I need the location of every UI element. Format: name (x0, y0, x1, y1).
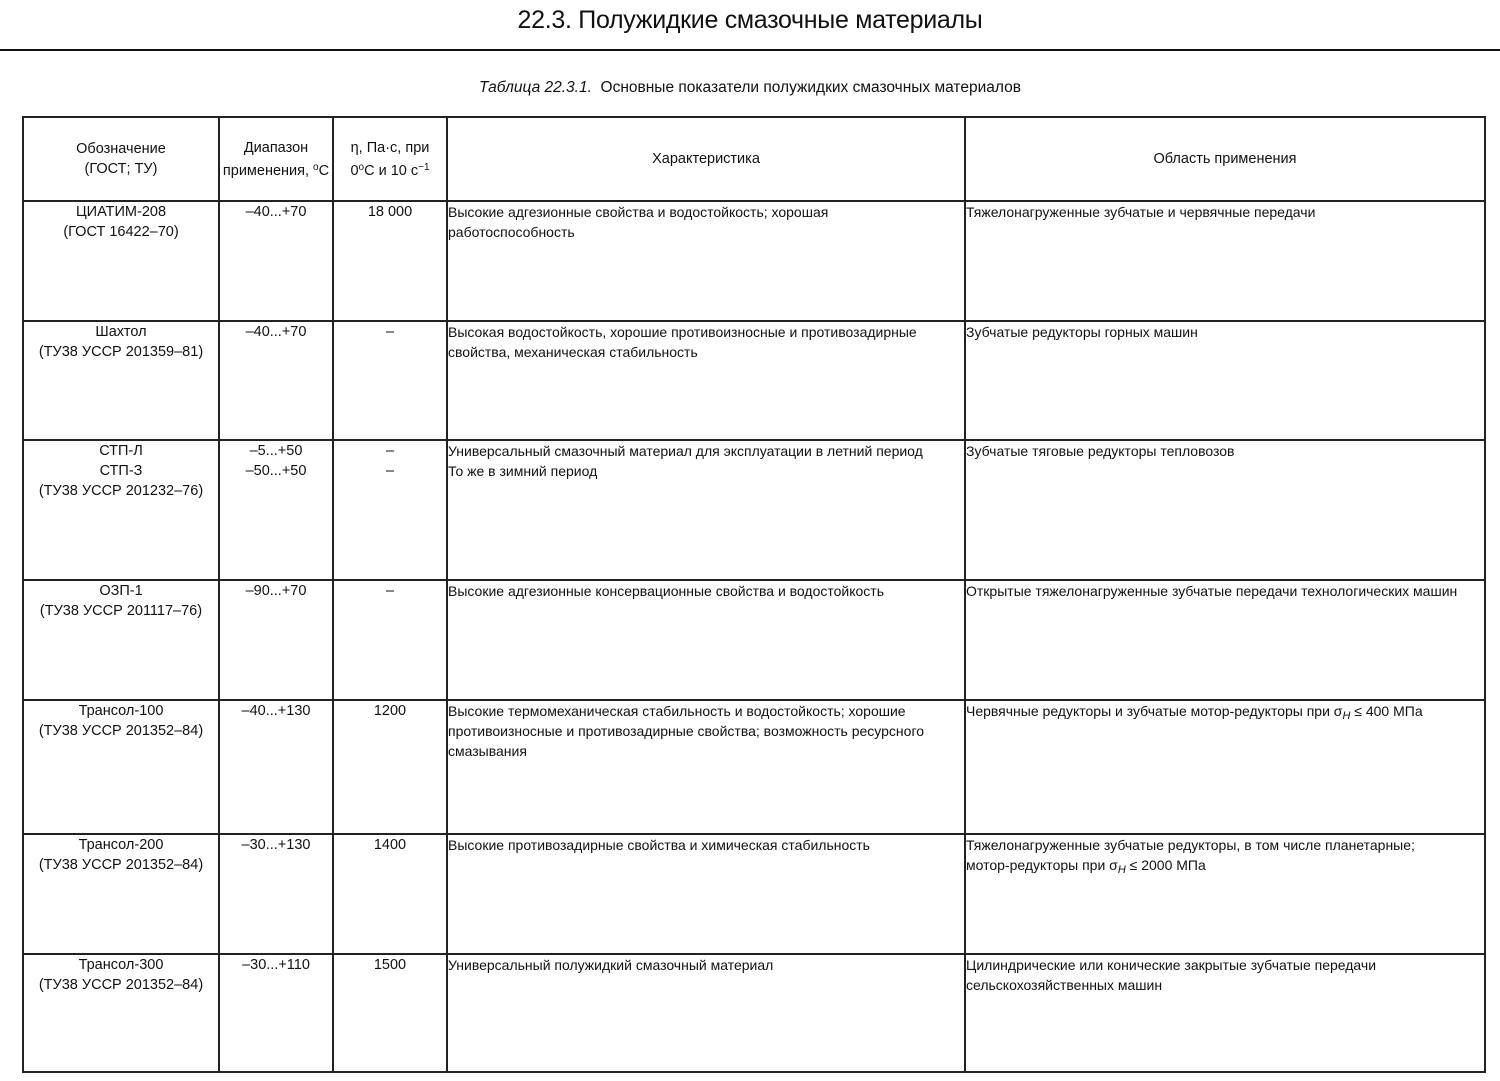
cell-line: Высокие термомеханическая стабильность и водостойкость; хорошие (448, 703, 906, 719)
cell-range (219, 580, 333, 700)
cell-line: свойства, механическая стабильность (448, 344, 698, 360)
cell-line: (ТУ38 УССР 201352–84) (38, 977, 204, 993)
cell-viscosity (333, 954, 447, 1072)
header-range-line: Диапазон (243, 139, 309, 156)
cell-line: Универсальный смазочный материал для эксплуатации в летний период (448, 443, 923, 459)
application-text: Червячные редукторы и зубчатые мотор-редукторы при σ (966, 703, 1343, 719)
application-text: мотор-редукторы при σ (966, 857, 1118, 873)
cell-line: (ТУ38 УССР 201359–81) (38, 344, 204, 360)
cell-characteristic (447, 834, 965, 954)
cell-line: (ГОСТ 16422–70) (63, 224, 179, 240)
header-characteristic: Характеристика (447, 117, 965, 201)
header-viscosity-rate: С и 10 с (364, 162, 419, 179)
cell-line: 1400 (373, 837, 407, 853)
cell-line: (ТУ38 УССР 201232–76) (38, 483, 204, 499)
cell-designation (23, 700, 219, 834)
cell-line: Высокие адгезионные консервационные свойства и водостойкость (448, 583, 885, 599)
cell-line: Универсальный полужидкий смазочный материал (448, 957, 774, 973)
cell-line: Цилиндрические или конические закрытые зубчатые передачи (966, 957, 1377, 973)
header-designation-line: (ГОСТ; ТУ) (84, 161, 158, 177)
cell-designation (23, 201, 219, 321)
cell-line: Зубчатые редукторы горных машин (966, 324, 1198, 340)
cell-designation (23, 321, 219, 440)
cell-range (219, 321, 333, 440)
cell-application (965, 580, 1485, 700)
cell-viscosity (333, 700, 447, 834)
table-row (23, 700, 1485, 834)
header-range-unit: C (318, 162, 330, 179)
cell-line: Высокие адгезионные свойства и водостойкость; хорошая (448, 204, 829, 220)
cell-line: работоспособность (448, 224, 575, 240)
application-limit: ≤ 400 МПа (1350, 703, 1423, 719)
cell-line: 1500 (373, 957, 407, 973)
header-range (219, 117, 333, 201)
cell-line: 18 000 (367, 204, 413, 220)
header-range-line (220, 158, 332, 181)
cell-application (965, 954, 1485, 1072)
cell-application (965, 700, 1485, 834)
cell-line: противоизносные и противозадирные свойства; возможность ресурсного (448, 723, 925, 739)
cell-line: –90...+70 (245, 583, 307, 599)
cell-application (965, 440, 1485, 580)
title-rule (0, 49, 1500, 51)
cell-line: СТП-З (99, 463, 143, 479)
cell-line: (ТУ38 УССР 201352–84) (38, 723, 204, 739)
cell-line: Трансол-200 (78, 837, 164, 853)
subscript-h: H (1342, 710, 1351, 722)
cell-line: –40...+70 (245, 324, 307, 340)
application-limit: ≤ 2000 МПа (1125, 857, 1206, 873)
cell-range (219, 201, 333, 321)
degree-mark: o (313, 161, 319, 173)
cell-line: – (385, 463, 395, 479)
cell-line: ЦИАТИМ-208 (75, 204, 167, 220)
cell-line: Трансол-300 (78, 957, 164, 973)
subscript-h: H (1117, 864, 1126, 876)
cell-line: – (385, 583, 395, 599)
cell-application (965, 201, 1485, 321)
cell-designation (23, 440, 219, 580)
header-designation-line: Обозначение (76, 141, 166, 157)
cell-line: –30...+130 (241, 837, 311, 853)
cell-line: Трансол-100 (78, 703, 164, 719)
cell-application (965, 321, 1485, 440)
cell-viscosity (333, 321, 447, 440)
lubricants-table (22, 116, 1486, 1073)
cell-characteristic (447, 954, 965, 1072)
cell-application (965, 834, 1485, 954)
header-viscosity-temp: 0 (350, 162, 359, 179)
header-viscosity (333, 117, 447, 201)
header-viscosity-line: η, Па·с, при (350, 139, 430, 156)
cell-line: –40...+70 (245, 204, 307, 220)
table-row (23, 954, 1485, 1072)
cell-characteristic (447, 580, 965, 700)
cell-line (966, 855, 1484, 880)
cell-line: –40...+130 (241, 703, 311, 719)
cell-line: (ТУ38 УССР 201352–84) (38, 857, 204, 873)
table-caption-text: Основные показатели полужидких смазочных материалов (600, 79, 1021, 96)
table-row (23, 580, 1485, 700)
table-row (23, 834, 1485, 954)
cell-line: Тяжелонагруженные зубчатые и червячные передачи (966, 204, 1316, 220)
cell-range (219, 834, 333, 954)
cell-line: смазывания (448, 743, 527, 759)
cell-line: СТП-Л (99, 443, 143, 459)
cell-line: – (385, 324, 395, 340)
table-caption-label: Таблица 22.3.1. (479, 79, 592, 96)
degree-mark: o (358, 161, 365, 173)
cell-line: ОЗП-1 (99, 583, 143, 599)
cell-characteristic (447, 700, 965, 834)
table-row (23, 321, 1485, 440)
header-designation (23, 117, 219, 201)
cell-line: Открытые тяжелонагруженные зубчатые передачи технологических машин (966, 583, 1458, 599)
table-header-row (23, 117, 1485, 201)
header-range-text: применения, (222, 162, 314, 179)
cell-designation (23, 834, 219, 954)
table-row (23, 201, 1485, 321)
cell-line: Высокие противозадирные свойства и химическая стабильность (448, 837, 870, 853)
header-application: Область применения (965, 117, 1485, 201)
cell-range (219, 700, 333, 834)
cell-line: –50...+50 (245, 463, 307, 479)
cell-line: –30...+110 (242, 957, 310, 973)
cell-range (219, 954, 333, 1072)
cell-line: То же в зимний период (448, 463, 598, 479)
cell-viscosity (333, 440, 447, 580)
cell-viscosity (333, 201, 447, 321)
cell-line: сельскохозяйственных машин (966, 977, 1163, 993)
cell-designation (23, 954, 219, 1072)
cell-characteristic (447, 440, 965, 580)
cell-range (219, 440, 333, 580)
cell-characteristic (447, 201, 965, 321)
cell-line: –5...+50 (249, 443, 303, 459)
cell-line: Высокая водостойкость, хорошие противоизносные и противозадирные (448, 324, 917, 340)
cell-line: Тяжелонагруженные зубчатые редукторы, в том числе планетарные; (966, 837, 1415, 853)
page-title: 22.3. Полужидкие смазочные материалы (517, 6, 983, 34)
cell-viscosity (333, 580, 447, 700)
cell-line (966, 701, 1484, 726)
cell-line: Шахтол (95, 324, 147, 340)
cell-line: 1200 (373, 703, 407, 719)
header-viscosity-line (334, 158, 446, 181)
cell-characteristic (447, 321, 965, 440)
cell-line: Зубчатые тяговые редукторы тепловозов (966, 443, 1235, 459)
table-row (23, 440, 1485, 580)
cell-line: (ТУ38 УССР 201117–76) (39, 603, 203, 619)
exponent-mark: −1 (418, 161, 430, 173)
table-caption (0, 79, 1500, 97)
cell-designation (23, 580, 219, 700)
cell-viscosity (333, 834, 447, 954)
cell-line: – (385, 443, 395, 459)
